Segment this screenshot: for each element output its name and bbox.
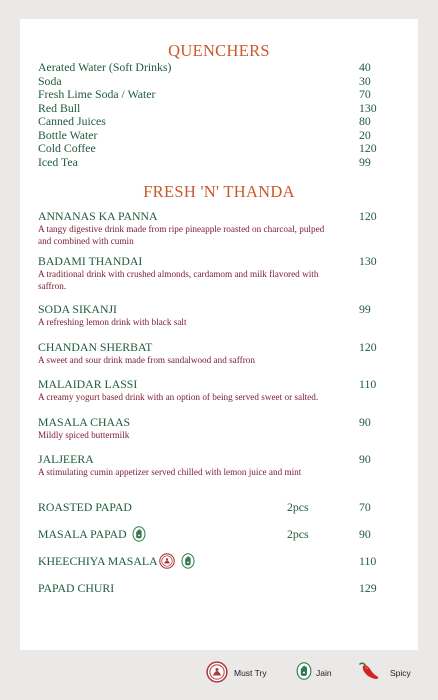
item-price: 90 — [359, 527, 371, 541]
menu-item — [38, 377, 398, 404]
item-name: Aerated Water (Soft Drinks) — [38, 60, 172, 74]
item-quantity: 2pcs — [287, 500, 309, 514]
item-description: A stimulating cumin appetizer served chilled with lemon juice and mint — [38, 467, 302, 477]
chili-icon — [356, 660, 382, 686]
item-name: ANNANAS KA PANNA — [38, 209, 158, 223]
menu-item — [38, 142, 398, 156]
must-try-icon — [206, 661, 228, 685]
item-price: 120 — [359, 340, 377, 354]
quenchers-heading: QUENCHERS — [168, 41, 270, 60]
item-price: 120 — [359, 209, 377, 223]
item-price: 90 — [359, 415, 371, 429]
jain-hand-icon — [132, 526, 146, 547]
item-price: 90 — [359, 452, 371, 466]
menu-item — [38, 552, 398, 570]
item-name: KHEECHIYA MASALA — [38, 554, 158, 568]
item-price: 110 — [359, 377, 377, 391]
item-name: ROASTED PAPAD — [38, 500, 132, 514]
item-price: 70 — [359, 87, 371, 101]
menu-item — [38, 254, 398, 292]
menu-card — [20, 19, 418, 650]
item-description: Mildly spiced buttermilk — [38, 430, 130, 440]
item-price: 129 — [359, 581, 377, 595]
item-name: Soda — [38, 73, 62, 88]
item-name: Red Bull — [38, 100, 81, 115]
menu-item — [38, 302, 398, 329]
item-price: 99 — [359, 302, 371, 316]
item-price: 130 — [359, 100, 377, 115]
jain-hand-icon — [181, 553, 195, 574]
item-price: 99 — [359, 154, 371, 169]
item-description: A refreshing lemon drink with black salt — [38, 317, 187, 327]
item-name: MALAIDAR LASSI — [38, 377, 138, 391]
menu-item — [38, 340, 398, 367]
item-description: A tangy digestive drink made from ripe pineapple roasted on charcoal, pulped and combined with cumin — [38, 224, 325, 246]
menu-item — [38, 498, 398, 516]
menu-item — [38, 61, 398, 75]
legend-must-try — [206, 660, 286, 684]
item-name: MASALA CHAAS — [38, 415, 131, 429]
item-price: 70 — [359, 500, 371, 514]
legend-jain — [296, 660, 346, 684]
item-name: Iced Tea — [38, 154, 78, 169]
menu-item — [38, 102, 398, 116]
item-price: 20 — [359, 127, 371, 142]
menu-item — [38, 525, 398, 543]
item-name: Bottle Water — [38, 127, 98, 142]
menu-item — [38, 209, 398, 247]
item-price: 40 — [359, 60, 371, 74]
menu-item — [38, 88, 398, 102]
item-name: CHANDAN SHERBAT — [38, 340, 153, 354]
item-name: Cold Coffee — [38, 141, 96, 155]
menu-item — [38, 129, 398, 143]
item-price: 80 — [359, 114, 371, 128]
item-name: Canned Juices — [38, 114, 106, 128]
item-price: 120 — [359, 141, 377, 155]
item-description: A creamy yogurt based drink with an option of being served sweet or salted. — [38, 392, 319, 402]
item-price: 30 — [359, 73, 371, 88]
item-name: JALJEERA — [38, 452, 94, 466]
must-try-icon — [159, 553, 175, 574]
legend-label: Spicy — [390, 668, 411, 678]
legend-label: Jain — [316, 668, 332, 678]
item-name: SODA SIKANJI — [38, 302, 117, 316]
item-name: BADAMI THANDAI — [38, 254, 143, 268]
thanda-heading: FRESH 'N' THANDA — [143, 182, 295, 201]
item-name: MASALA PAPAD — [38, 527, 127, 541]
menu-item — [38, 75, 398, 89]
menu-item — [38, 452, 398, 479]
item-price: 110 — [359, 554, 377, 568]
jain-hand-icon — [296, 661, 312, 683]
legend-label: Must Try — [234, 668, 267, 678]
item-price: 130 — [359, 254, 377, 268]
menu-item — [38, 115, 398, 129]
menu-item — [38, 156, 398, 170]
menu-item — [38, 579, 398, 597]
item-name: PAPAD CHURI — [38, 581, 115, 595]
item-name: Fresh Lime Soda / Water — [38, 87, 156, 101]
menu-item — [38, 415, 398, 442]
item-description: A sweet and sour drink made from sandalwood and saffron — [38, 355, 255, 365]
item-quantity: 2pcs — [287, 527, 309, 541]
item-description: A traditional drink with crushed almonds, cardamom and milk flavored with saffron. — [38, 269, 319, 291]
legend-spicy — [356, 660, 432, 684]
